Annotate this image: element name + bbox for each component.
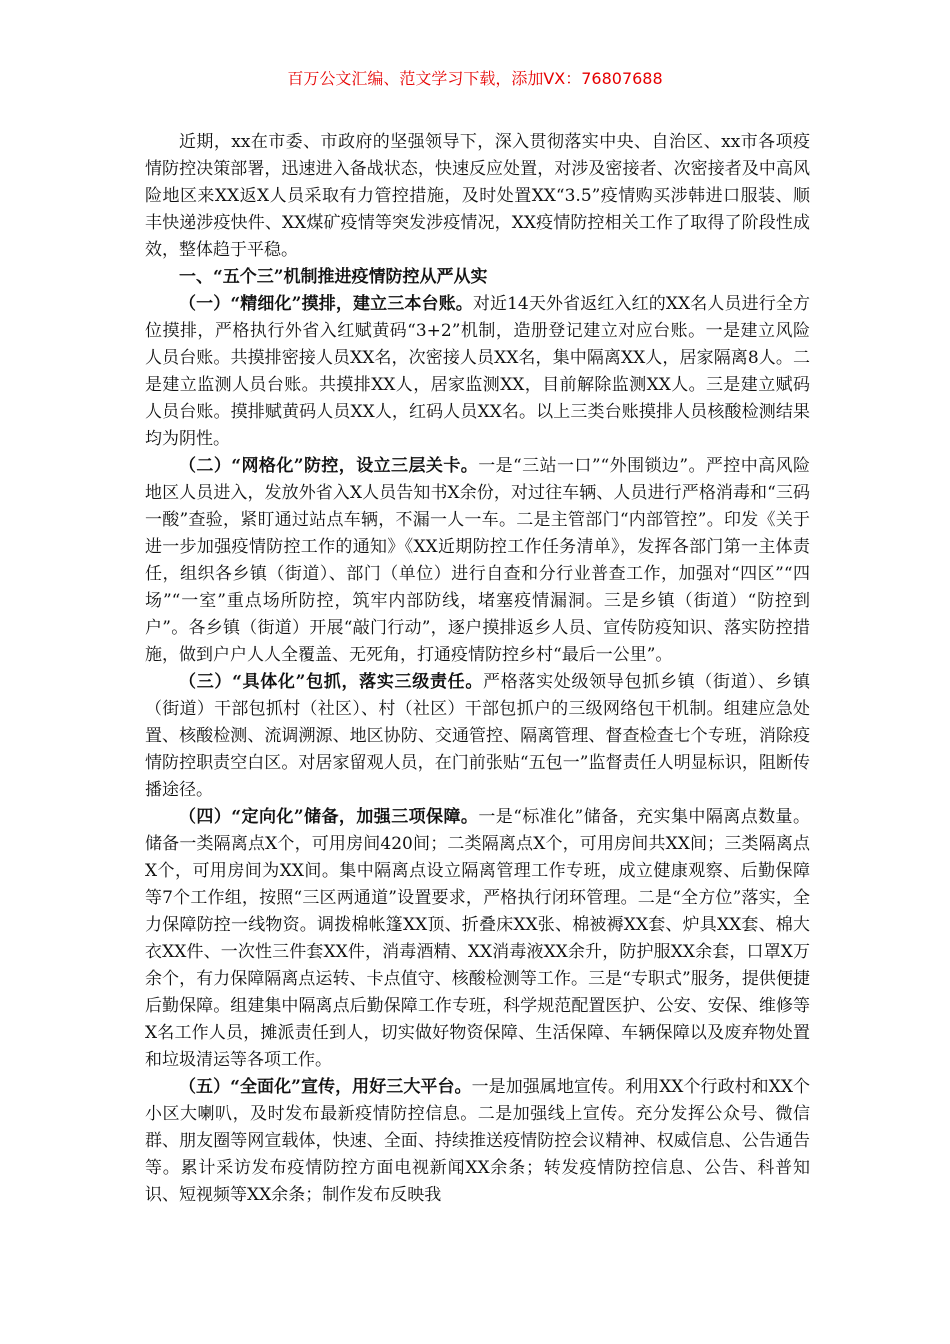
- paragraph-lead: （一）“精细化”摸排，建立三本台账。: [179, 294, 473, 314]
- paragraph-3: [145, 669, 810, 804]
- paragraph-lead: （四）“定向化”储备，加强三项保障。: [179, 807, 479, 827]
- intro-paragraph: 近期，xx在市委、市政府的坚强领导下，深入贯彻落实中央、自治区、xx市各项疫情防控决策部署，迅速进入备战状态，快速反应处置，对涉及密接者、次密接者及中高风险地区来XX返X人员采取有力管控措施，及时处置XX“3.5”疫情购买涉韩进口服装、顺丰快递涉疫快件、XX煤矿疫情等突发涉疫情况，XX疫情防控相关工作了取得了阶段性成效，整体趋于平稳。: [145, 132, 810, 260]
- paragraph-body: 严格落实处级领导包抓乡镇（街道）、乡镇（街道）干部包抓村（社区）、村（社区）干部包抓户的三级网络包干机制。组建应急处置、核酸检测、流调溯源、地区协防、交通管控、隔离管理、督查检查七个专班，消除疫情防控职责空白区。对居家留观人员，在门前张贴“五包一”监督责任人明显标识，阻断传播途径。: [145, 672, 810, 800]
- paragraph-1: [145, 291, 810, 453]
- paragraph-lead: （二）“网格化”防控，设立三层关卡。: [179, 456, 479, 476]
- paragraph-lead: （三）“具体化”包抓，落实三级责任。: [179, 672, 484, 692]
- section-heading: 一、“五个三”机制推进疫情防控从严从实: [179, 267, 488, 287]
- header-banner: 百万公文汇编、范文学习下载，添加VX：76807688: [287, 69, 663, 88]
- paragraph-body: 对近14天外省返红入红的XX名人员进行全方位摸排，严格执行外省入红赋黄码“3+2”机制，造册登记建立对应台账。一是建立风险人员台账。共摸排密接人员XX名，次密接人员XX名，集中隔离XX人，居家隔离8人。二是建立监测人员台账。共摸排XX人，居家监测XX，目前解除监测XX人。三是建立赋码人员台账。摸排赋黄码人员XX人，红码人员XX名。以上三类台账摸排人员核酸检测结果均为阴性。: [145, 294, 810, 449]
- paragraph-lead: （五）“全面化”宣传，用好三大平台。: [179, 1077, 472, 1097]
- paragraph-body: 一是“标准化”储备，充实集中隔离点数量。储备一类隔离点X个，可用房间420间；二类隔离点X个，可用房间共XX间；三类隔离点X个，可用房间为XX间。集中隔离点设立隔离管理工作专班，成立健康观察、后勤保障等7个工作组，按照“三区两通道”设置要求，严格执行闭环管理。二是“全方位”落实，全力保障防控一线物资。调拨棉帐篷XX顶、折叠床XX张、棉被褥XX套、炉具XX套、棉大衣XX件、一次性三件套XX件，消毒酒精、XX消毒液XX余升，防护服XX余套，口罩X万余个，有力保障隔离点运转、卡点值守、核酸检测等工作。三是“专职式”服务，提供便捷后勤保障。组建集中隔离点后勤保障工作专班，科学规范配置医护、公安、安保、维修等X名工作人员，摊派责任到人，切实做好物资保障、生活保障、车辆保障以及废弃物处置和垃圾清运等各项工作。: [145, 807, 810, 1070]
- document-body: [145, 129, 810, 1209]
- paragraph-2: [145, 453, 810, 669]
- paragraph-body: 一是加强属地宣传。利用XX个行政村和XX个小区大喇叭，及时发布最新疫情防控信息。二是加强线上宣传。充分发挥公众号、微信群、朋友圈等网宣载体，快速、全面、持续推送疫情防控会议精神、权威信息、公告通告等。累计采访发布疫情防控方面电视新闻XX余条；转发疫情防控信息、公告、科普知识、短视频等XX余条；制作发布反映我: [145, 1077, 810, 1205]
- paragraph-body: 一是“三站一口”“外围锁边”。严控中高风险地区人员进入，发放外省入X人员告知书X余份，对过往车辆、人员进行严格消毒和“三码一酸”查验，紧盯通过站点车辆，不漏一人一车。二是主管部门“内部管控”。印发《关于进一步加强疫情防控工作的通知》《XX近期防控工作任务清单》，发挥各部门第一主体责任，组织各乡镇（街道）、部门（单位）进行自查和分行业普查工作，加强对“四区”“四场”“一室”重点场所防控，筑牢内部防线，堵塞疫情漏洞。三是乡镇（街道）“防控到户”。各乡镇（街道）开展“敲门行动”，逐户摸排返乡人员、宣传防疫知识、落实防控措施，做到户户人人全覆盖、无死角，打通疫情防控乡村“最后一公里”。: [145, 456, 810, 665]
- paragraph-4: [145, 804, 810, 1074]
- paragraph-5: [145, 1074, 810, 1209]
